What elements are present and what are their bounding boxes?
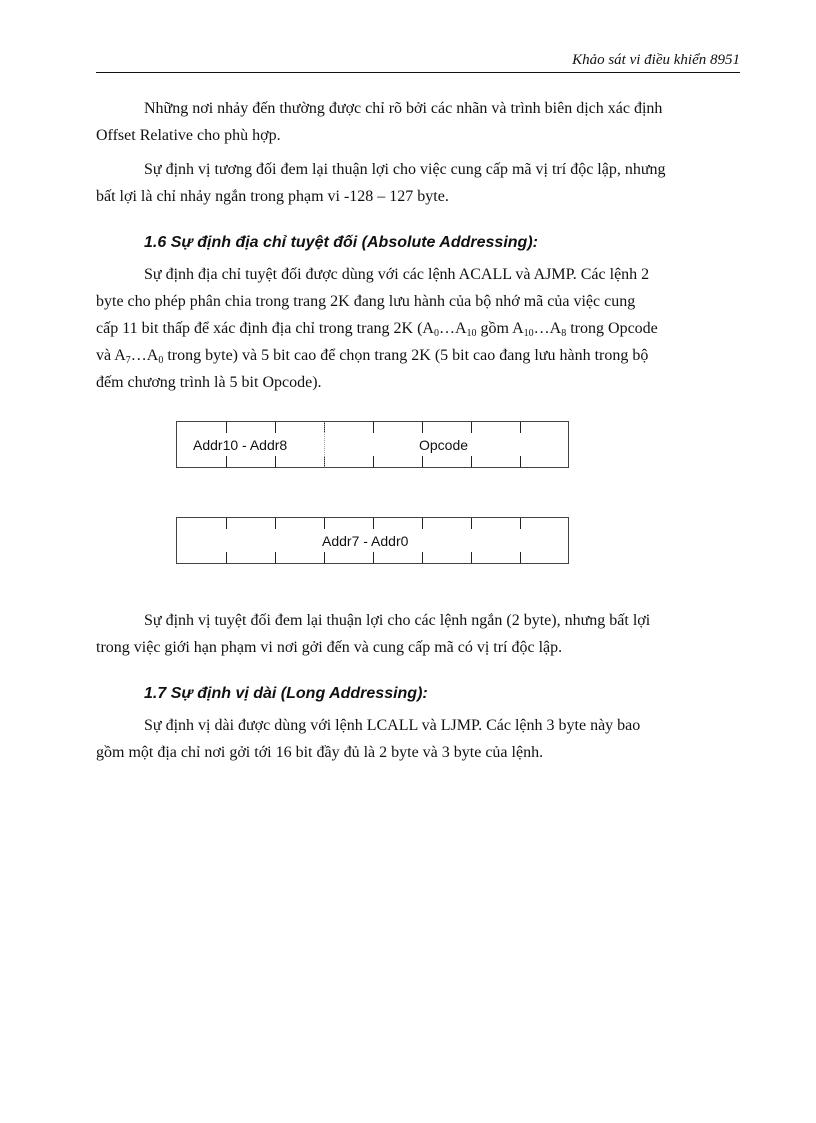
paragraph-2 bbox=[96, 156, 740, 210]
opcode-label: Opcode bbox=[419, 437, 469, 453]
header-rule bbox=[96, 72, 740, 73]
addr7-addr0-label: Addr7 - Addr0 bbox=[322, 533, 409, 549]
field-divider bbox=[324, 422, 325, 467]
instruction-byte-1-box bbox=[176, 421, 569, 468]
paragraph-2-line-2: bất lợi là chỉ nhảy ngắn trong phạm vi -128 – 127 byte. bbox=[96, 188, 449, 205]
section-heading-1-7: 1.7 Sự định vị dài (Long Addressing): bbox=[144, 685, 428, 702]
paragraph-5 bbox=[96, 712, 740, 766]
paragraph-5-line-2: gồm một địa chỉ nơi gởi tới 16 bit đầy đủ là 2 byte và 3 byte của lệnh. bbox=[96, 744, 544, 761]
paragraph-4-line-2: trong việc giới hạn phạm vi nơi gởi đến và cung cấp mã có vị trí độc lập. bbox=[96, 639, 563, 656]
paragraph-4-line-1: Sự định vị tuyệt đối đem lại thuận lợi cho các lệnh ngắn (2 byte), nhưng bất lợi bbox=[144, 612, 651, 629]
paragraph-3-line-4: và $A_7\dots A_0$ trong byte) và 5 bit cao để chọn trang 2K (5 bit cao đang lưu hành trong bộ bbox=[96, 347, 649, 366]
paragraph-2-line-1: Sự định vị tương đối đem lại thuận lợi cho việc cung cấp mã vị trí độc lập, nhưng bbox=[144, 161, 666, 178]
paragraph-1-line-1: Những nơi nhảy đến thường được chỉ rõ bởi các nhãn và trình biên dịch xác định bbox=[144, 100, 663, 117]
paragraph-3-line-5: đếm chương trình là 5 bit Opcode). bbox=[96, 374, 322, 391]
section-heading-1-6: 1.6 Sự định địa chỉ tuyệt đối (Absolute Addressing): bbox=[144, 234, 538, 251]
paragraph-3-line-1: Sự định địa chỉ tuyệt đối được dùng với các lệnh ACALL và AJMP. Các lệnh 2 bbox=[144, 266, 650, 283]
addr10-addr8-label: Addr10 - Addr8 bbox=[193, 437, 288, 453]
paragraph-3-line-2: byte cho phép phân chia trong trang 2K đang lưu hành của bộ nhớ mã của việc cung bbox=[96, 293, 636, 310]
paragraph-5-line-1: Sự định vị dài được dùng với lệnh LCALL và LJMP. Các lệnh 3 byte này bao bbox=[144, 717, 641, 734]
page-header: Khảo sát vi điều khiển 8951 bbox=[572, 52, 740, 68]
paragraph-4 bbox=[96, 607, 740, 661]
instruction-byte-2-box bbox=[176, 517, 569, 564]
paragraph-3 bbox=[96, 261, 740, 396]
paragraph-1-line-2: Offset Relative cho phù hợp. bbox=[96, 127, 281, 144]
paragraph-3-line-3: cấp 11 bit thấp để xác định địa chỉ trong trang 2K ($A_0\dots A_{10}$ gồm $A_{10}\dots A_8$ trong Opcode bbox=[96, 320, 658, 339]
paragraph-1 bbox=[96, 95, 740, 149]
